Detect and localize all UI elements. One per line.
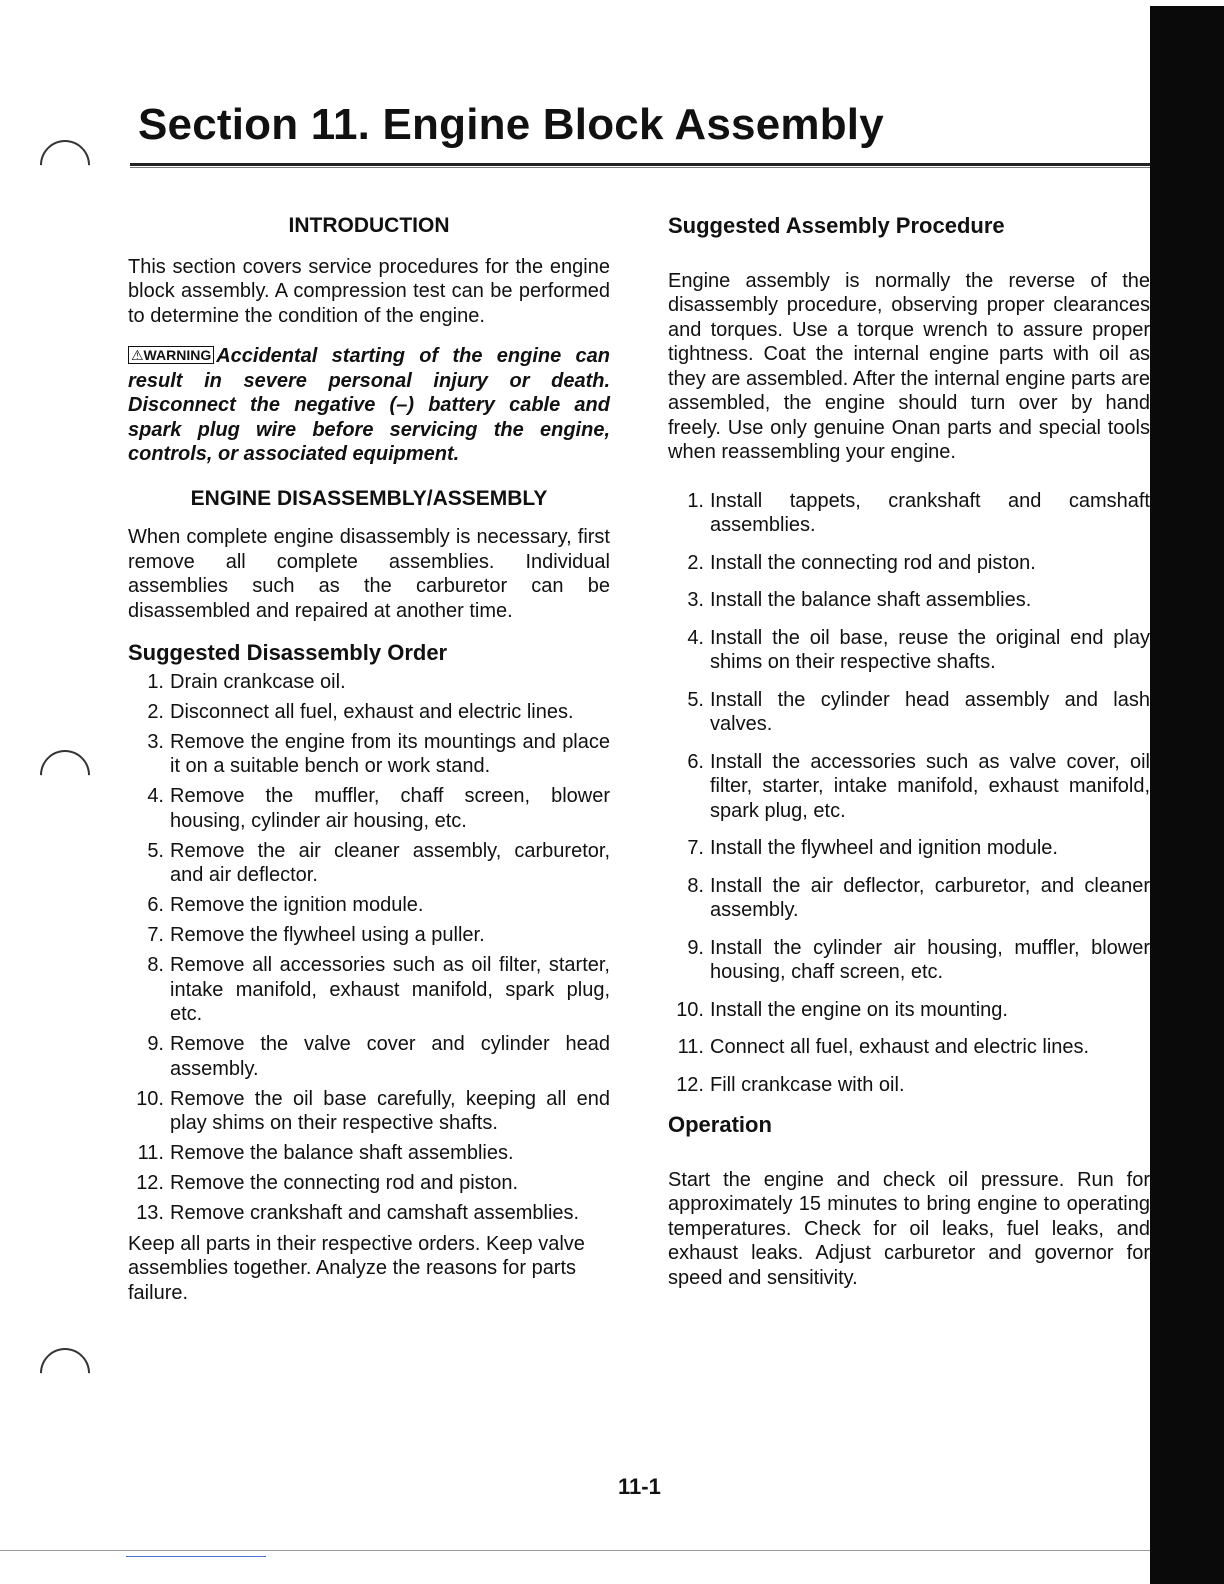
binder-hole-mark — [30, 1338, 101, 1409]
warning-label: ⚠WARNING — [128, 346, 214, 364]
disassembly-order-list — [128, 670, 610, 1226]
list-item: 8. Remove all accessories such as oil filter, starter, intake manifold, exhaust manifold, spark plug, etc. — [147, 954, 610, 1025]
list-item: 9. Install the cylinder air housing, muffler, blower housing, chaff screen, etc. — [687, 936, 1150, 983]
list-item: 2. Disconnect all fuel, exhaust and electric lines. — [147, 700, 574, 723]
list-item: 11. Connect all fuel, exhaust and electric lines. — [677, 1036, 1090, 1058]
closing-text: Keep all parts in their respective orders. Keep valve assemblies together. Analyze the reasons for parts failure. — [128, 1232, 585, 1304]
list-item: 4. Install the oil base, reuse the original end play shims on their respective shafts. — [687, 626, 1150, 673]
title-underline — [130, 163, 1150, 166]
list-item: 5. Remove the air cleaner assembly, carburetor, and air deflector. — [147, 839, 610, 886]
list-item: 12. Remove the connecting rod and piston. — [136, 1172, 518, 1194]
introduction-heading: INTRODUCTION — [288, 214, 450, 237]
list-item: 9. Remove the valve cover and cylinder head assembly. — [147, 1033, 610, 1080]
page-number: 11-1 — [618, 1474, 661, 1499]
introduction-text: This section covers service procedures for the engine block assembly. A compression test can be performed to determine the condition of the engine. — [128, 255, 610, 327]
list-item: 2. Install the connecting rod and piston. — [687, 551, 1036, 574]
list-item: 4. Remove the muffler, chaff screen, blower housing, cylinder air housing, etc. — [147, 785, 610, 832]
list-item: 5. Install the cylinder head assembly and lash valves. — [687, 688, 1150, 735]
list-item: 1. Drain crankcase oil. — [147, 670, 346, 693]
assembly-procedure-text: Engine assembly is normally the reverse of the disassembly procedure, observing proper clearances and torques. Use a torque wrench to assure proper tightness. Coat the internal engine parts with oil as they are assembled. After the internal engine parts are assembled, the engine should turn over by hand freely. Use only genuine Onan parts and special tools when reassembling your engine. — [668, 269, 1150, 463]
right-column — [668, 214, 1150, 1290]
footer-rule — [0, 1550, 1150, 1551]
list-item: 11. Remove the balance shaft assemblies. — [137, 1142, 514, 1164]
assembly-procedure-heading: Suggested Assembly Procedure — [668, 213, 1005, 238]
list-item: 7. Remove the flywheel using a puller. — [147, 924, 485, 946]
page-title: Section 11. Engine Block Assembly — [138, 100, 884, 149]
disassembly-order-heading: Suggested Disassembly Order — [128, 640, 448, 665]
list-item: 12. Fill crankcase with oil. — [676, 1073, 905, 1096]
list-item: 3. Remove the engine from its mountings and place it on a suitable bench or work stand. — [147, 730, 610, 777]
warning-block — [128, 344, 610, 467]
disassembly-text: When complete engine disassembly is necessary, first remove all complete assemblies. Individual assemblies such as the carburetor can be disassembled and repaired at another time. — [128, 526, 610, 622]
operation-heading: Operation — [668, 1112, 772, 1137]
list-item: 10. Install the engine on its mounting. — [676, 998, 1008, 1021]
warning-text: Accidental starting of the engine can result in severe personal injury or death. Disconnect the negative (–) battery cable and spark plug wire before servicing the engine, controls, or associated equipment. — [128, 345, 610, 465]
title-underline-thin — [130, 167, 1150, 168]
list-item: 3. Install the balance shaft assemblies. — [687, 589, 1032, 611]
binder-hole-mark — [30, 740, 101, 811]
list-item: 7. Install the flywheel and ignition module. — [687, 837, 1058, 859]
operation-text: Start the engine and check oil pressure. Run for approximately 15 minutes to bring engine to operating temperatures. Check for oil leaks, fuel leaks, and exhaust leaks. Adjust carburetor and governor for speed and sensitivity. — [668, 1168, 1150, 1289]
assembly-procedure-list — [668, 489, 1150, 1098]
list-item: 8. Install the air deflector, carburetor, and cleaner assembly. — [687, 874, 1150, 921]
list-item: 6. Install the accessories such as valve cover, oil filter, starter, intake manifold, exhaust manifold, spark plug, etc. — [687, 750, 1150, 822]
left-column — [128, 214, 610, 1305]
binder-hole-mark — [30, 130, 101, 201]
list-item: 13. Remove crankshaft and camshaft assemblies. — [136, 1202, 580, 1224]
disassembly-heading: ENGINE DISASSEMBLY/ASSEMBLY — [190, 486, 548, 510]
list-item: 1. Install tappets, crankshaft and camshaft assemblies. — [687, 489, 1150, 536]
list-item: 6. Remove the ignition module. — [147, 894, 424, 916]
footer-blue-line — [126, 1556, 266, 1557]
list-item: 10. Remove the oil base carefully, keeping all end play shims on their respective shafts. — [136, 1087, 610, 1134]
scan-edge-bar — [1150, 6, 1224, 1584]
